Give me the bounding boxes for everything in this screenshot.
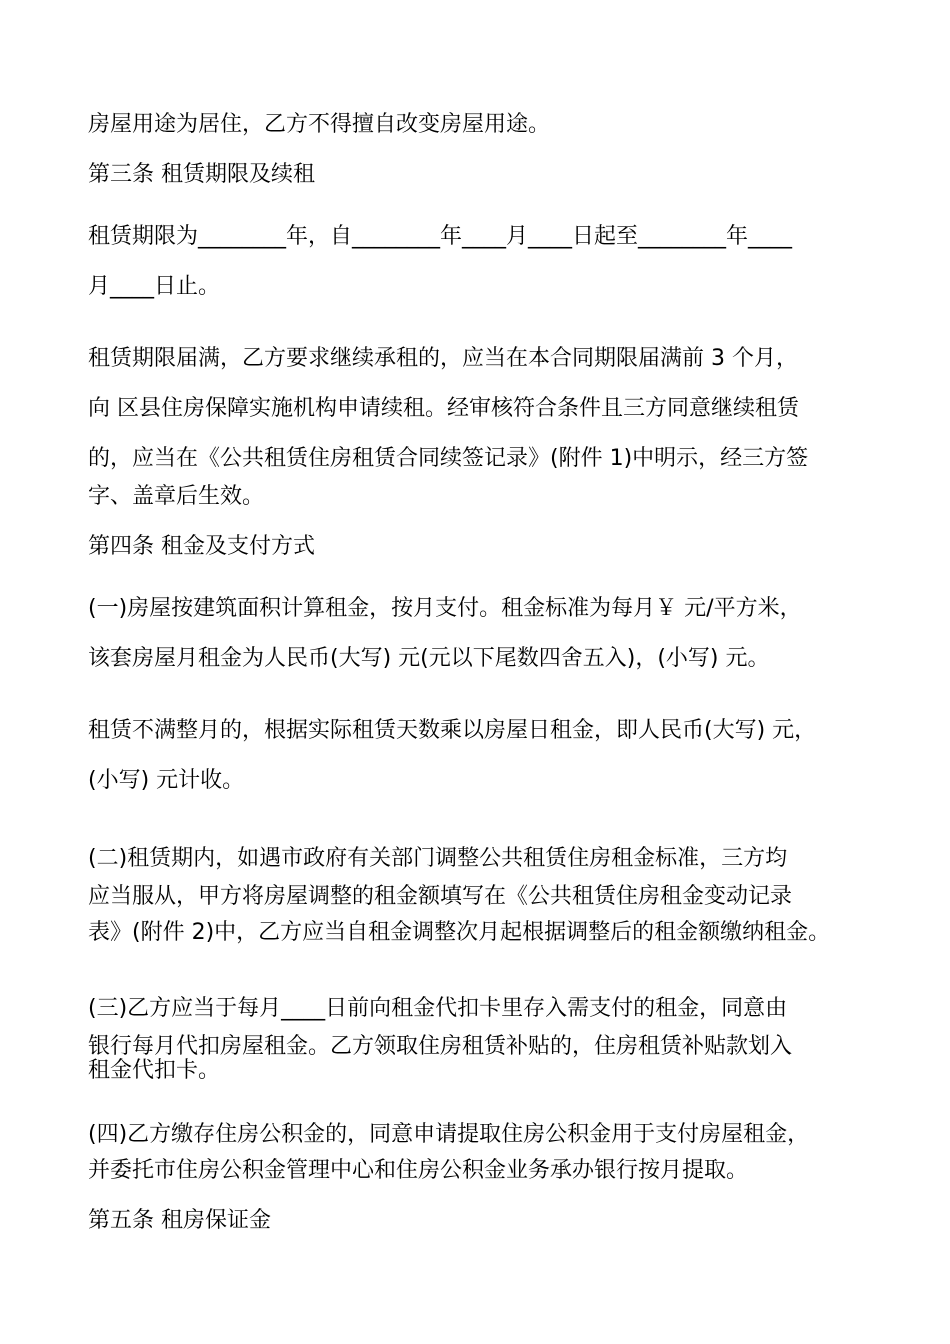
text-line: 该套房屋月租金为人民币(大写) 元(元以下尾数四舍五入)，(小写) 元。 [88,646,770,671]
text-line: 向 区县住房保障实施机构申请续租。经审核符合条件且三方同意继续租赁 [88,396,799,421]
text-line: 租金代扣卡。 [88,1058,221,1083]
text-line: 房屋用途为居住，乙方不得擅自改变房屋用途。 [88,112,551,137]
text-line: 字、盖章后生效。 [88,484,265,509]
text-line: 租赁不满整月的，根据实际租赁天数乘以房屋日租金，即人民币(大写) 元， [88,718,817,743]
text-line: 租赁期限届满，乙方要求继续承租的，应当在本合同期限届满前 3 个月， [88,346,798,371]
text-line: (二)租赁期内，如遇市政府有关部门调整公共租赁住房租金标准，三方均 [88,846,788,871]
text-line: (四)乙方缴存住房公积金的，同意申请提取住房公积金用于支付房屋租金， [88,1122,810,1147]
text-line: 月____日止。 [88,274,221,299]
text-line: 应当服从，甲方将房屋调整的租金额填写在《公共租赁住房租金变动记录 [88,884,793,909]
text-line: 租赁期限为________年，自________年____月____日起至________年____ [88,224,793,249]
section-heading: 第五条 租房保证金 [88,1208,271,1233]
section-heading: 第四条 租金及支付方式 [88,534,315,559]
text-line: (三)乙方应当于每月____日前向租金代扣卡里存入需支付的租金，同意由 [88,996,788,1021]
section-heading: 第三条 租赁期限及续租 [88,162,315,187]
text-line: 的，应当在《公共租赁住房租赁合同续签记录》(附件 1)中明示，经三方签 [88,446,809,471]
text-line: (一)房屋按建筑面积计算租金，按月支付。租金标准为每月￥ 元/平方米， [88,596,802,621]
text-line: 并委托市住房公积金管理中心和住房公积金业务承办银行按月提取。 [88,1158,749,1183]
text-line: (小写) 元计收。 [88,768,245,793]
text-line: 表》(附件 2)中，乙方应当自租金调整次月起根据调整后的租金额缴纳租金。 [88,920,831,945]
text-line: 银行每月代扣房屋租金。乙方领取住房租赁补贴的，住房租赁补贴款划入 [88,1034,793,1059]
